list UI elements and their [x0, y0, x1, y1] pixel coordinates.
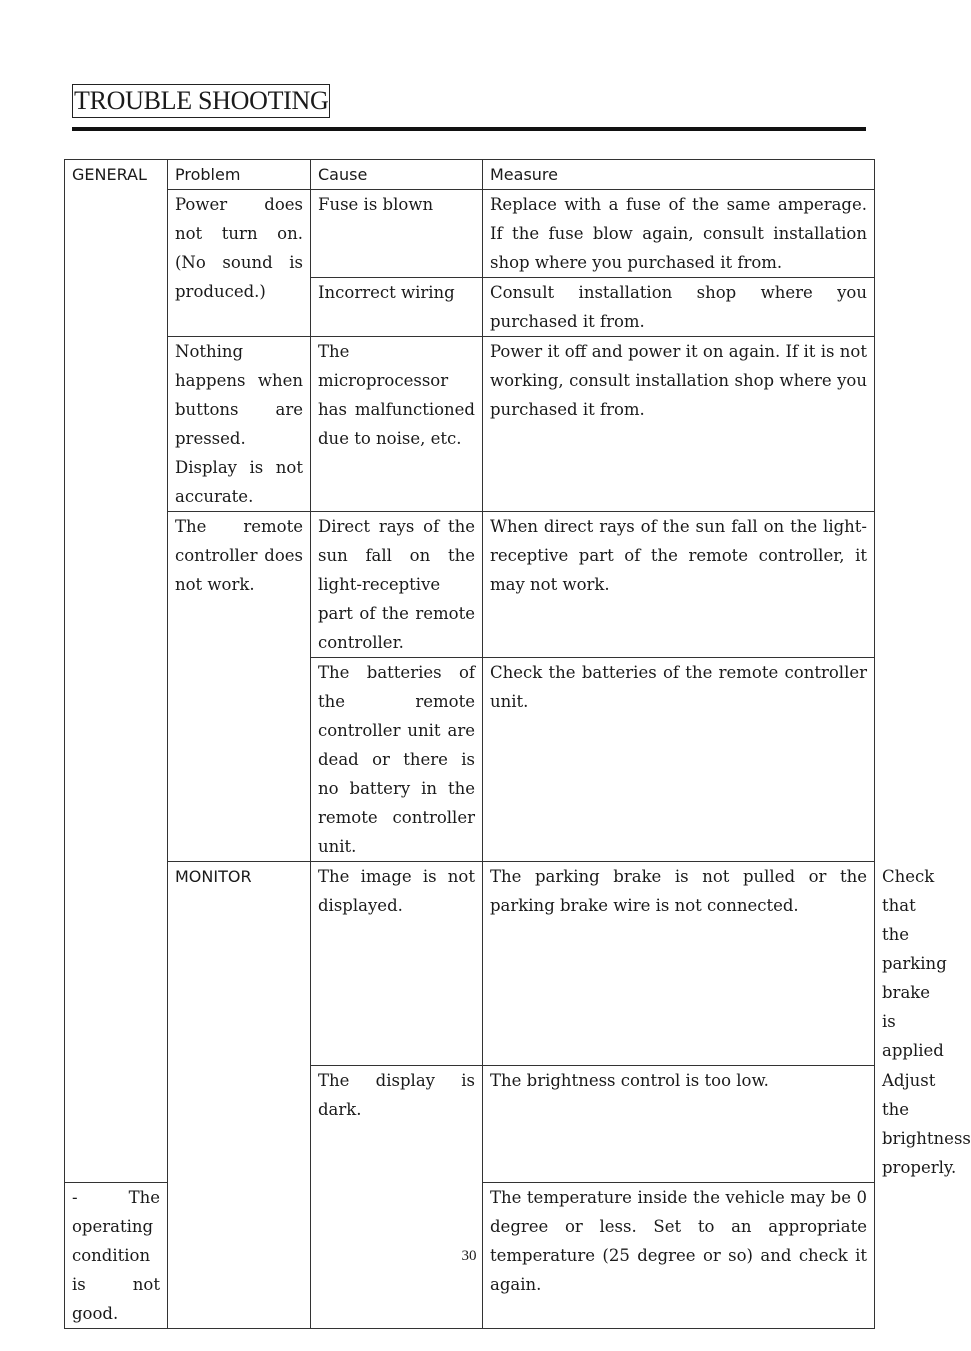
problem-cell: Nothing happens when buttons are pressed. Display is not accurate.: [168, 337, 311, 512]
header-measure: Measure: [483, 160, 875, 190]
page-number: 30: [461, 1248, 477, 1264]
measure-cell: Power it off and power it on again. If it is not working, consult installation shop where you purchased it from.: [483, 337, 875, 512]
problem-cell: The remote controller does not work.: [168, 512, 311, 862]
cause-cell: - The operating condition is not good.: [65, 1183, 168, 1329]
page-title: TROUBLE SHOOTING: [72, 84, 330, 118]
table-row: [65, 337, 875, 512]
cause-cell: The brightness control is too low.: [483, 1066, 875, 1183]
category-general: GENERAL: [65, 160, 168, 1183]
measure-cell: The temperature inside the vehicle may be 0 degree or less. Set to an appropriate temperature (25 degree or so) and check it again.: [483, 1183, 875, 1329]
table-row: The display is dark. The brightness control is too low. Adjust the brightness properly.: [65, 1066, 875, 1183]
measure-cell: Consult installation shop where you purchased it from.: [483, 278, 875, 337]
table-header-row: [65, 160, 875, 190]
category-monitor: MONITOR: [168, 862, 311, 1329]
troubleshooting-table: [64, 159, 971, 1329]
measure-cell: Check the batteries of the remote controller unit.: [483, 658, 875, 862]
problem-cell: The image is not displayed.: [311, 862, 483, 1066]
cause-cell: The batteries of the remote controller unit are dead or there is no battery in the remote controller unit.: [311, 658, 483, 862]
cause-cell: Direct rays of the sun fall on the light-receptive part of the remote controller.: [311, 512, 483, 658]
cause-cell: Incorrect wiring: [311, 278, 483, 337]
table-row: [65, 512, 875, 658]
table-row: MONITOR The image is not displayed. The parking brake is not pulled or the parking brake wire is not connected. Check that the parking brake is applied: [65, 862, 875, 1066]
table-row: [65, 190, 875, 278]
header-cause: Cause: [311, 160, 483, 190]
cause-cell: Fuse is blown: [311, 190, 483, 278]
measure-cell: When direct rays of the sun fall on the light-receptive part of the remote controller, it may not work.: [483, 512, 875, 658]
problem-cell: The display is dark.: [311, 1066, 483, 1329]
cause-cell: The microprocessor has malfunctioned due to noise, etc.: [311, 337, 483, 512]
cause-cell: The parking brake is not pulled or the parking brake wire is not connected.: [483, 862, 875, 1066]
problem-cell: Power does not turn on. (No sound is produced.): [168, 190, 311, 337]
header-problem: Problem: [168, 160, 311, 190]
title-underline: [72, 127, 866, 131]
measure-cell: Replace with a fuse of the same amperage. If the fuse blow again, consult installation shop where you purchased it from.: [483, 190, 875, 278]
